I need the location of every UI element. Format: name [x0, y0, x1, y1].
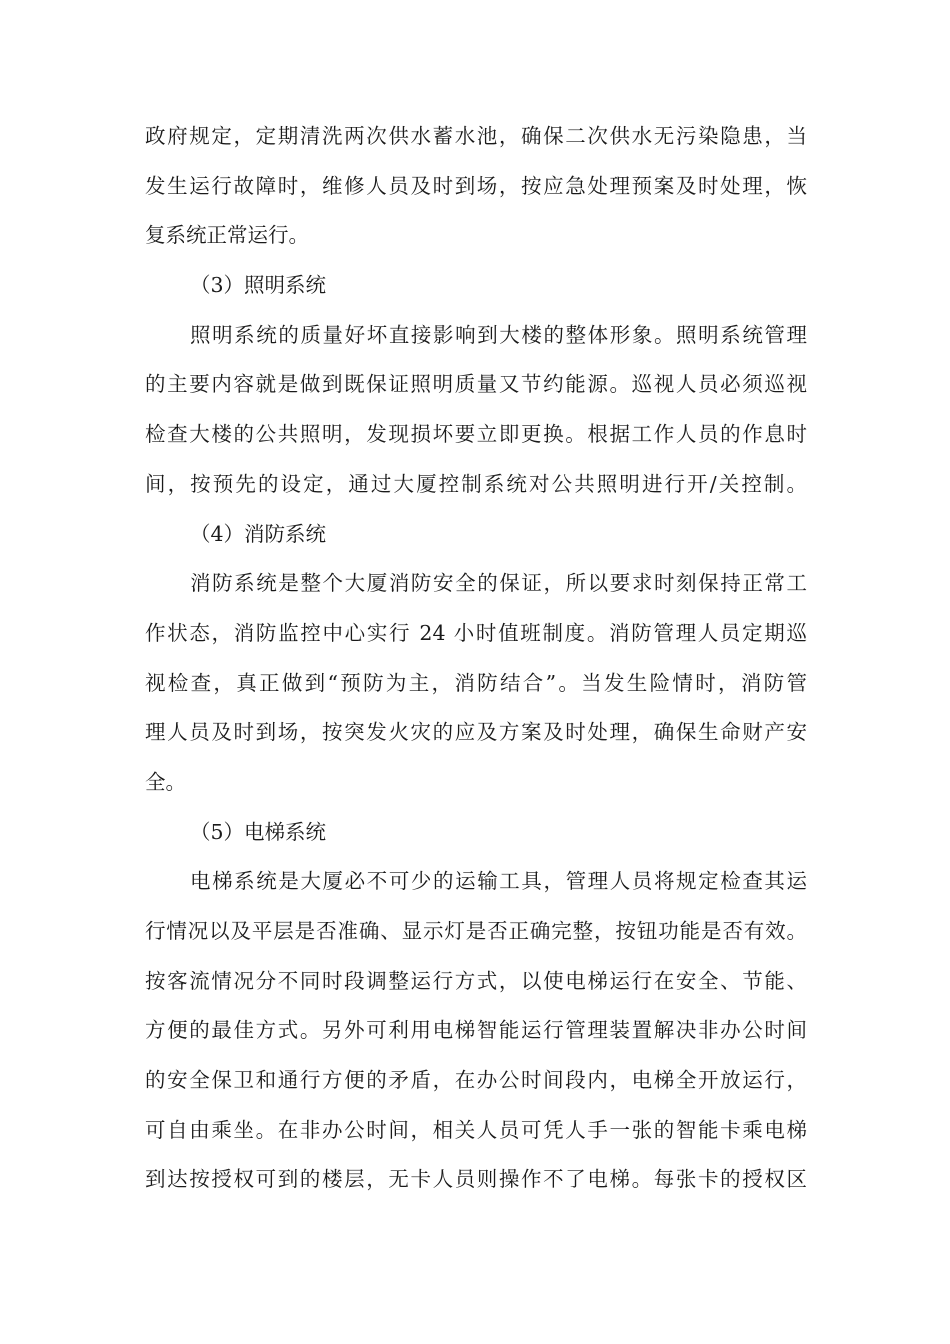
- text-line: 全。: [145, 769, 186, 794]
- text-line: 方便的最佳方式。另外可利用电梯智能运行管理装置解决非办公时间: [145, 1018, 807, 1043]
- text-line: 视检查，真正做到“预防为主，消防结合”。当发生险情时，消防管: [145, 670, 807, 695]
- section-heading: （5）电梯系统: [190, 819, 327, 844]
- text-line: 作状态，消防监控中心实行 24 小时值班制度。消防管理人员定期巡: [145, 620, 807, 645]
- text-line: 理人员及时到场，按突发火灾的应及方案及时处理，确保生命财产安: [145, 720, 807, 745]
- text-line: 的安全保卫和通行方便的矛盾，在办公时间段内，电梯全开放运行，: [145, 1068, 807, 1093]
- text-line: 按客流情况分不同时段调整运行方式，以使电梯运行在安全、节能、: [145, 968, 807, 993]
- section-heading: （4）消防系统: [190, 521, 327, 546]
- text-line: 发生运行故障时，维修人员及时到场，按应急处理预案及时处理，恢: [145, 173, 807, 198]
- text-line: 复系统正常运行。: [145, 223, 309, 248]
- text-line: 行情况以及平层是否准确、显示灯是否正确完整，按钮功能是否有效。: [145, 919, 807, 943]
- text-line: 检查大楼的公共照明，发现损坏要立即更换。根据工作人员的作息时: [145, 422, 807, 447]
- text-line: 到达按授权可到的楼层，无卡人员则操作不了电梯。每张卡的授权区: [145, 1167, 807, 1192]
- section-heading: （3）照明系统: [190, 273, 327, 298]
- text-line: 照明系统的质量好坏直接影响到大楼的整体形象。照明系统管理: [190, 322, 807, 347]
- document-body: [145, 112, 807, 1205]
- text-line: 政府规定，定期清洗两次供水蓄水池，确保二次供水无污染隐患，当: [145, 124, 807, 148]
- text-line: 电梯系统是大厦必不可少的运输工具，管理人员将规定检查其运: [190, 869, 807, 894]
- text-line: 消防系统是整个大厦消防安全的保证，所以要求时刻保持正常工: [190, 571, 807, 596]
- text-line: 的主要内容就是做到既保证照明质量又节约能源。巡视人员必须巡视: [145, 372, 807, 397]
- text-line: 可自由乘坐。在非办公时间，相关人员可凭人手一张的智能卡乘电梯: [145, 1117, 807, 1142]
- text-line: 间，按预先的设定，通过大厦控制系统对公共照明进行开/关控制。: [145, 471, 807, 496]
